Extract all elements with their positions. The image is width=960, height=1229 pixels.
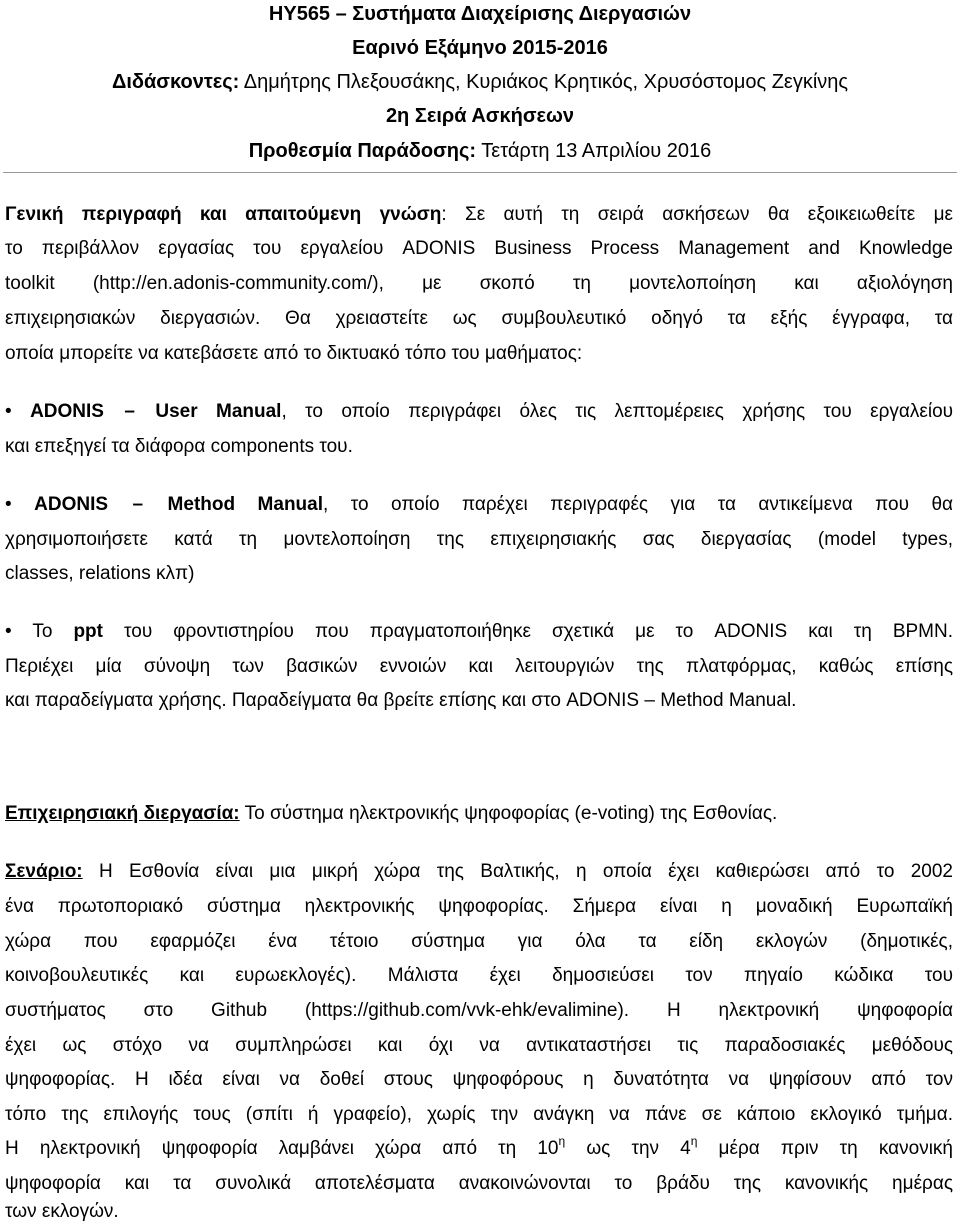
bullet-method-manual: • ADONIS – Method Manual, το οποίο παρέχει περιγραφές για τα αντικείμενα που θα [5,494,953,515]
scenario-line-9: Η ηλεκτρονική ψηφοφορία λαμβάνει χώρα από τη $10^\eta$ ως την $4^\eta$ μέρα πριν τη κανονική [5,1134,953,1159]
scenario-line-11: των εκλογών. [5,1201,119,1222]
scenario-line-1: Σενάριο: Η Εσθονία είναι μια μικρή χώρα της Βαλτικής, η οποία έχει καθιερώσει από το 2002 [5,861,953,882]
business-process: Επιχειρησιακή διεργασία: Το σύστημα ηλεκτρονικής ψηφοφορίας (e-voting) της Εσθονίας. [5,803,778,824]
semester: Εαρινό Εξάμηνο 2015-2016 [352,37,608,59]
assignment-series: 2η Σειρά Ασκήσεων [385,105,575,127]
deadline: Προθεσμία Παράδοσης: Τετάρτη 13 Απριλίου 2016 [248,140,712,162]
scenario-line-4: κοινοβουλευτικές και ευρωεκλογές). Μάλιστα έχει δημοσιεύσει τον πηγαίο κώδικα του [5,965,953,986]
intro-line-1: Γενική περιγραφή και απαιτούμενη γνώση: Σε αυτή τη σειρά ασκήσεων θα εξοικειωθείτε με [5,204,953,225]
instructors: Διδάσκοντες: Δημήτρης Πλεξουσάκης, Κυριάκος Κρητικός, Χρυσόστομος Ζεγκίνης [111,71,849,93]
scenario-line-10: ψηφοφορία και τα συνολικά αποτελέσματα ανακοινώνονται το βράδυ της κανονικής ημέρας [5,1173,953,1194]
intro-line-3: toolkit (http://en.adonis-community.com/), με σκοπό τη μοντελοποίηση και αξιολόγηση [5,273,953,294]
scenario-line-5: συστήματος στο Github (https://github.com/vvk-ehk/evalimine). Η ηλεκτρονική ψηφοφορία [5,1000,953,1021]
scenario-line-2: ένα πρωτοποριακό σύστημα ηλεκτρονικής ψηφοφορίας. Σήμερα είναι η μοναδική Ευρωπαϊκή [5,896,953,917]
bullet-ppt-line-2: Περιέχει μία σύνοψη των βασικών εννοιών και λειτουργιών της πλατφόρμας, καθώς επίσης [5,656,953,677]
bullet-icon: • [5,621,12,642]
bullet-ppt-line-3: και παραδείγματα χρήσης. Παραδείγματα θα βρείτε επίσης και στο ADONIS – Method Manual. [5,690,797,711]
scenario-line-8: τόπο της επιλογής τους (σπίτι ή γραφείο), χωρίς την ανάγκη να πάνε σε κάποιο εκλογικό τμήμα. [5,1104,953,1125]
header-divider [3,172,957,173]
scenario-line-3: χώρα που εφαρμόζει ένα τέτοιο σύστημα για όλα τα είδη εκλογών (δημοτικές, [5,931,953,952]
scenario-line-7: ψηφοφορίας. Η ιδέα είναι να δοθεί στους ψηφοφόρους η δυνατότητα να ψηφίσουν από τον [5,1069,953,1090]
bullet-icon: • [5,494,12,515]
bullet-method-manual-line-2: χρησιμοποιήσετε κατά τη μοντελοποίηση της επιχειρησιακής σας διεργασίας (model types, [5,529,953,550]
bullet-icon: • [5,401,12,422]
intro-line-4: επιχειρησιακών διεργασιών. Θα χρειαστείτε ως συμβουλευτικό οδηγό τα εξής έγγραφα, τα [5,308,953,329]
bullet-method-manual-line-3: classes, relations κλπ) [5,563,195,584]
bullet-ppt: • Το ppt του φροντιστηρίου που πραγματοποιήθηκε σχετικά με το ADONIS και τη BPMN. [5,621,953,642]
bullet-user-manual: • ADONIS – User Manual, το οποίο περιγράφει όλες τις λεπτομέρειες χρήσης του εργαλείου [5,401,953,422]
course-title: ΗΥ565 – Συστήματα Διαχείρισης Διεργασιών [268,3,692,25]
scenario-line-6: έχει ως στόχο να συμπληρώσει και όχι να αντικαταστήσει τις παραδοσιακές μεθόδους [5,1035,953,1056]
intro-line-2: το περιβάλλον εργασίας του εργαλείου ADONIS Business Process Management and Knowledge [5,238,953,259]
bullet-user-manual-line-2: και επεξηγεί τα διάφορα components του. [5,436,353,457]
intro-line-5: οποία μπορείτε να κατεβάσετε από το δικτυακό τόπο του μαθήματος: [5,343,583,364]
